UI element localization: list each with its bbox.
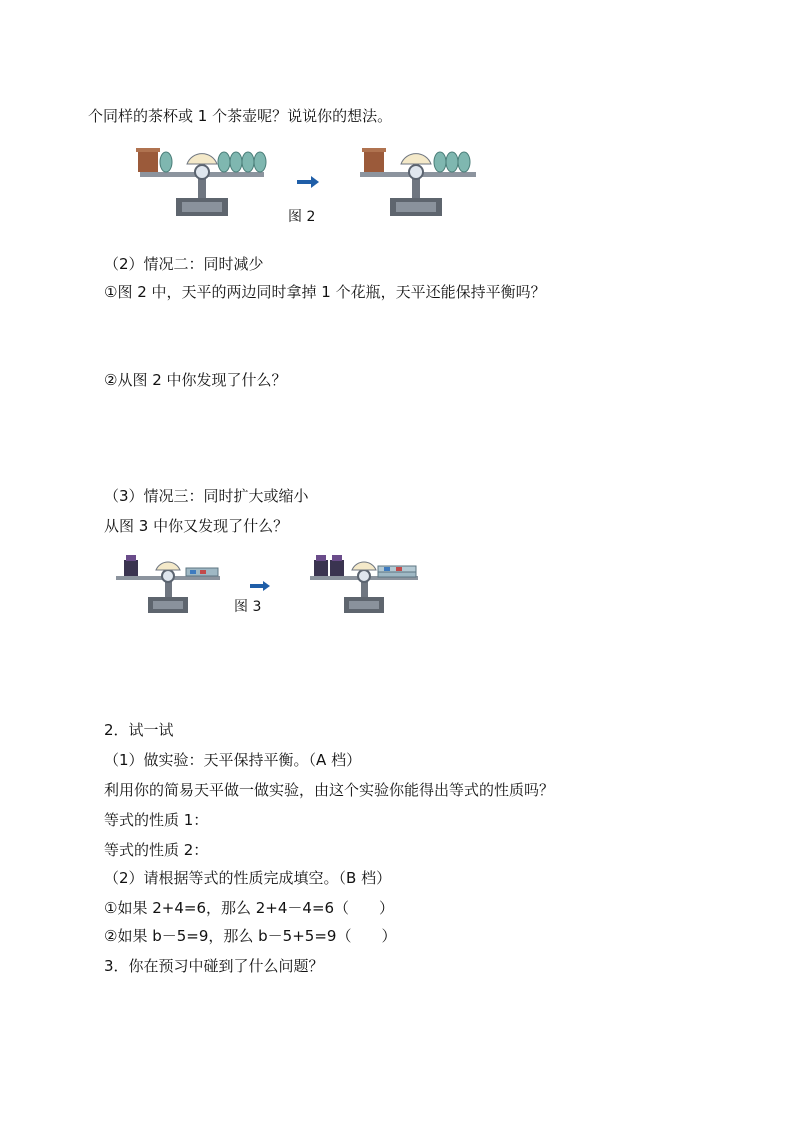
arrow-right-icon [250, 581, 270, 591]
section-3-title: 3．你在预习中碰到了什么问题？ [104, 957, 324, 975]
fill-in-1: ①如果 2+4=6，那么 2+4－4=6（ ） [104, 899, 395, 917]
case-3-title: （3）情况三：同时扩大或缩小 [104, 487, 309, 505]
section-2-title: 2．试一试 [104, 721, 174, 739]
figure-3-scale-left [114, 552, 224, 616]
figure-3-caption: 图 3 [234, 599, 262, 615]
question-1: ①图 2 中，天平的两边同时拿掉 1 个花瓶，天平还能保持平衡吗？ [104, 283, 546, 301]
property-1: 等式的性质 1： [104, 811, 209, 829]
figure-2-caption: 图 2 [288, 209, 316, 225]
question-2: ②从图 2 中你发现了什么？ [104, 371, 287, 389]
vase-icon [434, 152, 470, 172]
pencil-box-icon [378, 566, 416, 577]
figure-3-scale-right [308, 552, 422, 616]
intro-text: 个同样的茶杯或 1 个茶壶呢？说说你的想法。 [88, 107, 393, 125]
fill-in-2: ②如果 b－5=9，那么 b－5+5=9（ ） [104, 927, 397, 945]
teapot-pot-icon [362, 148, 386, 172]
ink-bottle-icon [124, 555, 138, 576]
arrow-right-icon [297, 176, 319, 188]
figure-2-scale-left [132, 142, 272, 220]
property-2: 等式的性质 2： [104, 841, 209, 859]
case-3-question: 从图 3 中你又发现了什么？ [104, 517, 289, 535]
fill-in-title: （2）请根据等式的性质完成填空。（B 档） [104, 869, 392, 887]
experiment-question: 利用你的简易天平做一做实验，由这个实验你能得出等式的性质吗？ [104, 781, 555, 799]
ink-bottle-icon [314, 555, 344, 576]
teapot-pot-icon [136, 148, 160, 172]
figure-2-scale-right [356, 142, 480, 220]
case-2-title: （2）情况二：同时减少 [104, 255, 264, 273]
pencil-box-icon [186, 568, 218, 576]
experiment-title: （1）做实验：天平保持平衡。（A 档） [104, 751, 362, 769]
